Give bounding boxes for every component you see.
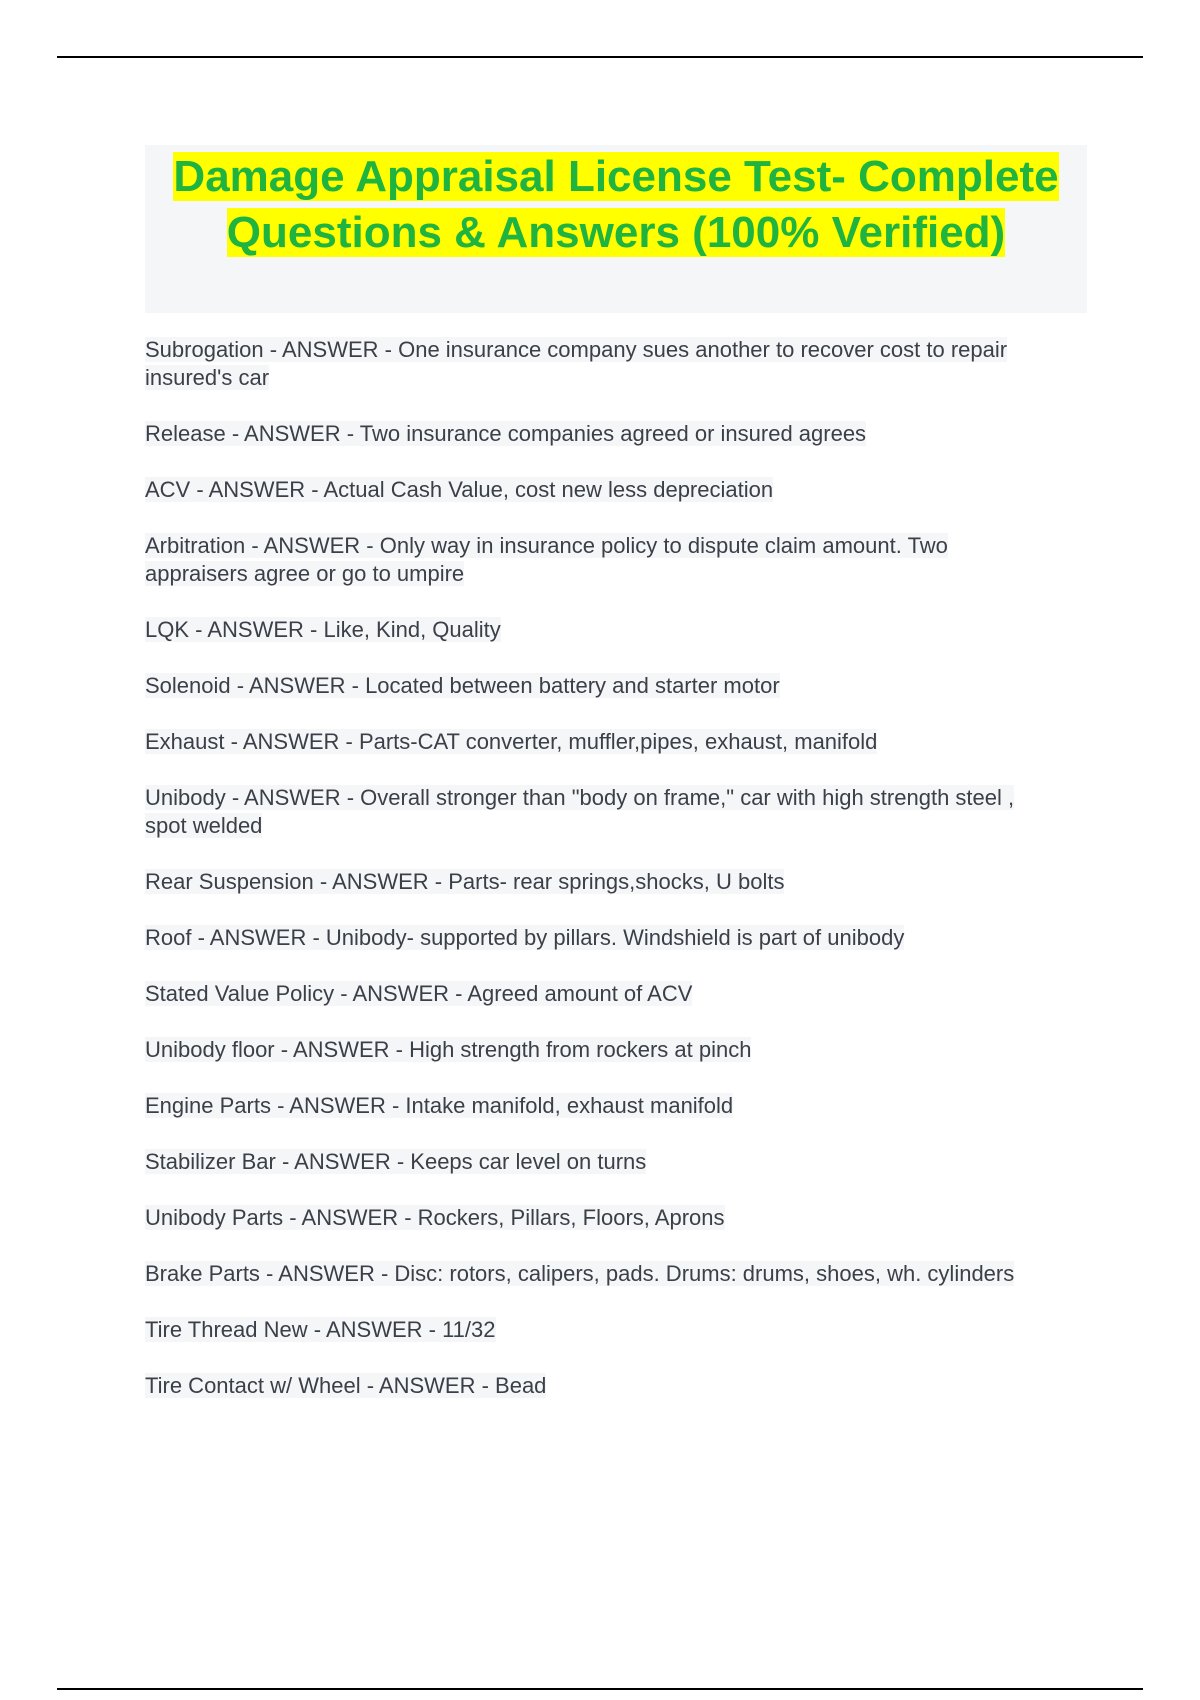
qa-entry-text: Subrogation - ANSWER - One insurance company sues another to recover cost to repair insured's car xyxy=(145,337,1008,390)
qa-entry-text: Exhaust - ANSWER - Parts-CAT converter, muffler,pipes, exhaust, manifold xyxy=(145,729,878,754)
bottom-rule xyxy=(57,1688,1143,1690)
qa-entry-arbitration xyxy=(145,532,1045,588)
qa-entry-text: ACV - ANSWER - Actual Cash Value, cost new less depreciation xyxy=(145,477,774,502)
title-block xyxy=(145,145,1087,313)
qa-entry-unibody xyxy=(145,784,1045,840)
qa-entry-stabilizer-bar xyxy=(145,1148,1045,1176)
top-rule xyxy=(57,56,1143,58)
document-title-text: Damage Appraisal License Test- Complete Questions & Answers (100% Verified) xyxy=(173,152,1059,257)
qa-entry-engine-parts xyxy=(145,1092,1045,1120)
qa-entry-stated-value-policy xyxy=(145,980,1045,1008)
qa-entry-rear-suspension xyxy=(145,868,1045,896)
qa-entry-text: Unibody Parts - ANSWER - Rockers, Pillars, Floors, Aprons xyxy=(145,1205,725,1230)
qa-entry-acv xyxy=(145,476,1045,504)
qa-entry-exhaust xyxy=(145,728,1045,756)
qa-entry-lqk xyxy=(145,616,1045,644)
qa-entry-text: Roof - ANSWER - Unibody- supported by pillars. Windshield is part of unibody xyxy=(145,925,905,950)
qa-entry-text: Release - ANSWER - Two insurance companies agreed or insured agrees xyxy=(145,421,867,446)
qa-entry-subrogation xyxy=(145,336,1045,392)
qa-entry-tire-thread-new xyxy=(145,1316,1045,1344)
qa-entry-tire-contact xyxy=(145,1372,1045,1400)
qa-entry-text: Solenoid - ANSWER - Located between battery and starter motor xyxy=(145,673,780,698)
qa-entry-text: Unibody floor - ANSWER - High strength from rockers at pinch xyxy=(145,1037,752,1062)
qa-entry-release xyxy=(145,420,1045,448)
qa-entry-text: Tire Contact w/ Wheel - ANSWER - Bead xyxy=(145,1373,547,1398)
qa-entry-text: Tire Thread New - ANSWER - 11/32 xyxy=(145,1317,496,1342)
qa-entry-text: LQK - ANSWER - Like, Kind, Quality xyxy=(145,617,501,642)
qa-entry-text: Arbitration - ANSWER - Only way in insurance policy to dispute claim amount. Two appraisers agree or go to umpire xyxy=(145,533,948,586)
qa-entry-text: Stated Value Policy - ANSWER - Agreed amount of ACV xyxy=(145,981,693,1006)
qa-list xyxy=(145,336,1045,1428)
qa-entry-unibody-parts xyxy=(145,1204,1045,1232)
qa-entry-text: Rear Suspension - ANSWER - Parts- rear springs,shocks, U bolts xyxy=(145,869,785,894)
qa-entry-roof xyxy=(145,924,1045,952)
qa-entry-brake-parts xyxy=(145,1260,1045,1288)
qa-entry-text: Stabilizer Bar - ANSWER - Keeps car level on turns xyxy=(145,1149,647,1174)
qa-entry-text: Brake Parts - ANSWER - Disc: rotors, calipers, pads. Drums: drums, shoes, wh. cylinders xyxy=(145,1261,1015,1286)
qa-entry-solenoid xyxy=(145,672,1045,700)
qa-entry-unibody-floor xyxy=(145,1036,1045,1064)
qa-entry-text: Engine Parts - ANSWER - Intake manifold, exhaust manifold xyxy=(145,1093,734,1118)
document-title xyxy=(145,149,1087,261)
qa-entry-text: Unibody - ANSWER - Overall stronger than "body on frame," car with high strength steel , spot welded xyxy=(145,785,1015,838)
